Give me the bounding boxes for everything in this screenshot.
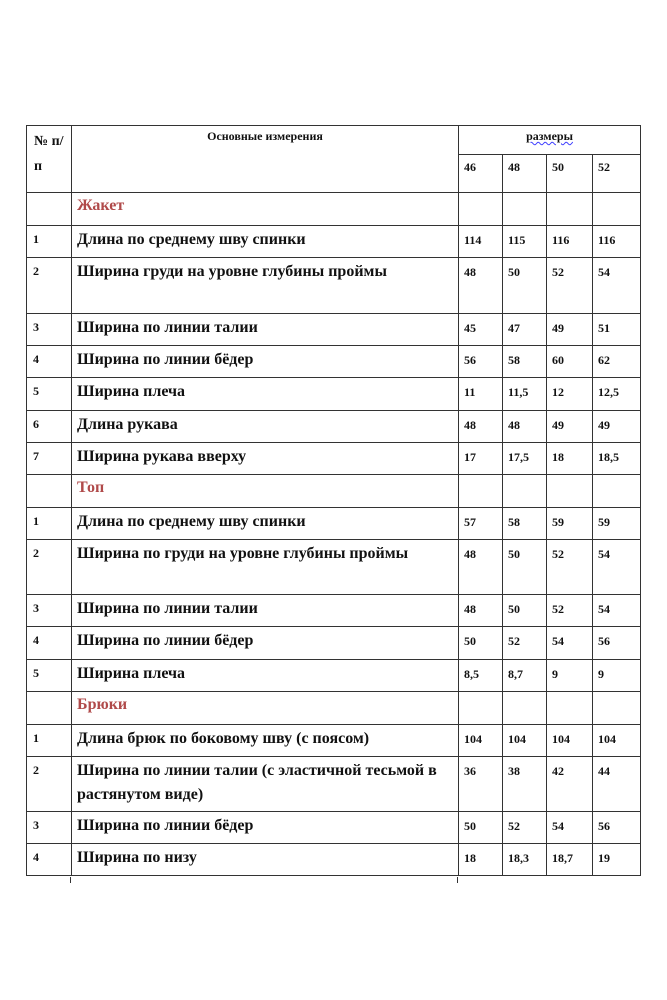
table-row: [27, 540, 641, 595]
section-empty-cell: [459, 193, 503, 226]
measurement-name: Ширина рукава вверху: [72, 443, 459, 475]
table-edge-mark: [457, 877, 458, 883]
size-value: 54: [593, 258, 641, 314]
table-row: [27, 812, 641, 844]
row-number: 5: [27, 660, 72, 692]
section-empty-cell: [593, 193, 641, 226]
row-number: 3: [27, 812, 72, 844]
size-value: 52: [547, 258, 593, 314]
measurement-name: Ширина по линии бёдер: [72, 627, 459, 660]
size-value: 48: [459, 411, 503, 443]
size-header: 48: [503, 155, 547, 193]
size-value: 48: [459, 258, 503, 314]
size-value: 58: [503, 508, 547, 540]
size-value: 54: [593, 540, 641, 595]
size-value: 9: [593, 660, 641, 692]
size-value: 17,5: [503, 443, 547, 475]
row-number: 2: [27, 757, 72, 812]
measurement-name: Длина рукава: [72, 411, 459, 443]
size-value: 54: [547, 627, 593, 660]
section-row: [27, 692, 641, 725]
section-title: Жакет: [72, 193, 459, 226]
size-value: 44: [593, 757, 641, 812]
size-value: 52: [503, 812, 547, 844]
size-value: 11,5: [503, 378, 547, 411]
size-value: 116: [547, 226, 593, 258]
section-title: Топ: [72, 475, 459, 508]
table-row: [27, 226, 641, 258]
table-row: [27, 443, 641, 475]
size-value: 8,5: [459, 660, 503, 692]
size-value: 18,3: [503, 844, 547, 876]
table-row: [27, 660, 641, 692]
size-value: 48: [459, 540, 503, 595]
size-value: 57: [459, 508, 503, 540]
size-value: 54: [547, 812, 593, 844]
size-value: 50: [459, 812, 503, 844]
size-value: 104: [459, 725, 503, 757]
measurements-table: [26, 125, 641, 876]
measurement-name: Ширина плеча: [72, 378, 459, 411]
row-number: 3: [27, 595, 72, 627]
size-value: 60: [547, 346, 593, 378]
row-number: 4: [27, 346, 72, 378]
size-value: 42: [547, 757, 593, 812]
table-row: [27, 258, 641, 314]
size-value: 8,7: [503, 660, 547, 692]
section-empty-cell: [503, 193, 547, 226]
size-value: 38: [503, 757, 547, 812]
size-value: 104: [547, 725, 593, 757]
size-header: 46: [459, 155, 503, 193]
size-value: 104: [593, 725, 641, 757]
row-number: 3: [27, 314, 72, 346]
size-value: 54: [593, 595, 641, 627]
size-value: 52: [547, 540, 593, 595]
section-row: [27, 475, 641, 508]
size-value: 45: [459, 314, 503, 346]
section-number-cell: [27, 193, 72, 226]
size-header: 52: [593, 155, 641, 193]
table-row: [27, 346, 641, 378]
size-value: 52: [547, 595, 593, 627]
measurements-table-body: [27, 126, 641, 876]
table-row: [27, 595, 641, 627]
size-value: 58: [503, 346, 547, 378]
row-number: 2: [27, 258, 72, 314]
table-row: [27, 627, 641, 660]
size-value: 115: [503, 226, 547, 258]
row-number: 2: [27, 540, 72, 595]
measurement-name: Длина по среднему шву спинки: [72, 508, 459, 540]
size-value: 48: [503, 411, 547, 443]
table-row: [27, 844, 641, 876]
size-value: 47: [503, 314, 547, 346]
section-empty-cell: [547, 475, 593, 508]
section-empty-cell: [593, 692, 641, 725]
size-header: 50: [547, 155, 593, 193]
size-value: 51: [593, 314, 641, 346]
section-empty-cell: [503, 475, 547, 508]
size-value: 36: [459, 757, 503, 812]
table-row: [27, 378, 641, 411]
section-empty-cell: [459, 692, 503, 725]
measurement-name: Ширина груди на уровне глубины проймы: [72, 258, 459, 314]
sizes-label: размеры: [526, 129, 573, 143]
section-empty-cell: [593, 475, 641, 508]
measurement-name: Ширина по линии бёдер: [72, 346, 459, 378]
measurement-name: Ширина по линии талии: [72, 595, 459, 627]
size-value: 17: [459, 443, 503, 475]
size-value: 18,5: [593, 443, 641, 475]
section-empty-cell: [547, 193, 593, 226]
section-number-cell: [27, 692, 72, 725]
size-value: 50: [503, 595, 547, 627]
measurement-name: Длина брюк по боковому шву (с поясом): [72, 725, 459, 757]
table-row: [27, 508, 641, 540]
size-value: 114: [459, 226, 503, 258]
size-value: 18: [547, 443, 593, 475]
size-value: 59: [593, 508, 641, 540]
table-edge-mark: [70, 877, 71, 883]
size-value: 12: [547, 378, 593, 411]
section-number-cell: [27, 475, 72, 508]
measurement-name: Ширина по линии талии: [72, 314, 459, 346]
row-number: 4: [27, 844, 72, 876]
table-row: [27, 757, 641, 812]
size-value: 116: [593, 226, 641, 258]
sizes-column-header: [459, 126, 641, 155]
measurement-name: Ширина плеча: [72, 660, 459, 692]
measurement-name: Длина по среднему шву спинки: [72, 226, 459, 258]
measurement-name: Ширина по линии талии (с эластичной тесьмой в растянутом виде): [72, 757, 459, 812]
measurements-column-header: Основные измерения: [72, 126, 459, 193]
size-value: 48: [459, 595, 503, 627]
row-number: 1: [27, 725, 72, 757]
row-number: 1: [27, 508, 72, 540]
row-number: 6: [27, 411, 72, 443]
size-value: 50: [503, 258, 547, 314]
size-value: 49: [547, 411, 593, 443]
row-number: 7: [27, 443, 72, 475]
size-value: 11: [459, 378, 503, 411]
section-title: Брюки: [72, 692, 459, 725]
size-value: 56: [459, 346, 503, 378]
size-value: 49: [593, 411, 641, 443]
measurement-name: Ширина по груди на уровне глубины проймы: [72, 540, 459, 595]
section-empty-cell: [503, 692, 547, 725]
row-number: 1: [27, 226, 72, 258]
size-value: 56: [593, 812, 641, 844]
size-value: 50: [503, 540, 547, 595]
section-empty-cell: [459, 475, 503, 508]
table-row: [27, 725, 641, 757]
size-value: 19: [593, 844, 641, 876]
size-value: 50: [459, 627, 503, 660]
header-row: [27, 126, 641, 155]
measurement-name: Ширина по низу: [72, 844, 459, 876]
number-column-header: № п/п: [27, 126, 72, 193]
table-row: [27, 411, 641, 443]
measurement-name: Ширина по линии бёдер: [72, 812, 459, 844]
size-value: 104: [503, 725, 547, 757]
size-value: 62: [593, 346, 641, 378]
row-number: 4: [27, 627, 72, 660]
size-value: 12,5: [593, 378, 641, 411]
size-value: 9: [547, 660, 593, 692]
table-row: [27, 314, 641, 346]
section-row: [27, 193, 641, 226]
size-value: 59: [547, 508, 593, 540]
size-value: 18: [459, 844, 503, 876]
size-value: 49: [547, 314, 593, 346]
size-value: 52: [503, 627, 547, 660]
row-number: 5: [27, 378, 72, 411]
section-empty-cell: [547, 692, 593, 725]
size-value: 56: [593, 627, 641, 660]
size-value: 18,7: [547, 844, 593, 876]
